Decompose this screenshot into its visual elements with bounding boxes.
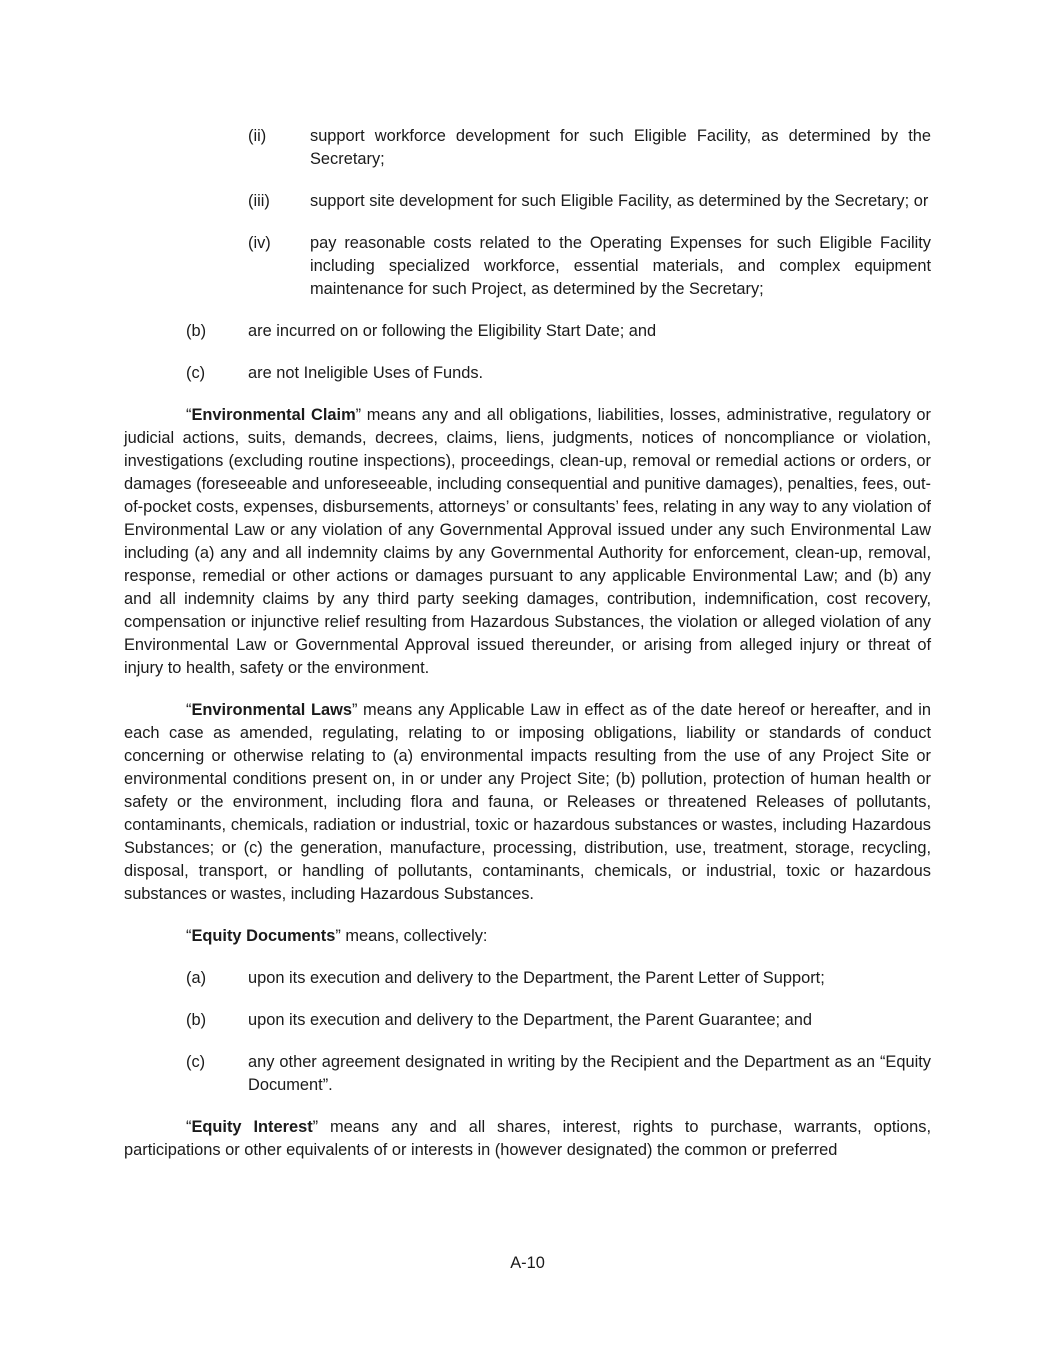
list-item-number: (ii) <box>248 127 267 145</box>
list-item-number: (iii) <box>248 192 270 210</box>
definition-environmental-laws <box>124 699 931 906</box>
defined-term: Environmental Laws <box>191 701 352 719</box>
defined-term: Equity Documents <box>191 927 336 945</box>
definition-body: ” means, collectively: <box>335 927 488 945</box>
definition-body: ” means any and all shares, interest, rights to purchase, warrants, options, participations or other equivalents of or interests in (however designated) the common or preferred <box>124 1118 931 1159</box>
list-item <box>124 190 931 213</box>
open-quote: “ <box>186 1118 192 1136</box>
list-item <box>124 362 931 385</box>
list-item-number: (a) <box>186 969 207 987</box>
list-item <box>124 232 931 301</box>
list-item-text: are incurred on or following the Eligibility Start Date; and <box>248 322 657 340</box>
document-page <box>124 125 931 1162</box>
list-item <box>124 1051 931 1097</box>
list-item-number: (iv) <box>248 234 271 252</box>
definition-body: ” means any Applicable Law in effect as of the date hereof or hereafter, and in each case as amended, regulating, relating to or imposing obligations, liability or standards of conduct concerning or otherwise relating to (a) environmental impacts resulting from the use of any Project Site or environmental conditions present on, in or under any Project Site; (b) pollution, protection of human health or safety or the environment, including flora and fauna, or Releases or threatened Releases of pollutants, contaminants, chemicals, radiation or industrial, toxic or hazardous substances or wastes, including Hazardous Substances; or (c) the generation, manufacture, processing, distribution, use, treatment, storage, recycling, disposal, transport, or handling of pollutants, contaminants, chemicals, or industrial, toxic or hazardous substances or wastes, including Hazardous Substances. <box>124 701 931 903</box>
defined-term: Equity Interest <box>191 1118 313 1136</box>
list-item <box>124 320 931 343</box>
definition-equity-documents <box>124 925 931 948</box>
page-number: A-10 <box>510 1254 545 1272</box>
open-quote: “ <box>186 701 192 719</box>
list-item-text: any other agreement designated in writing by the Recipient and the Department as an “Equity Document”. <box>248 1053 931 1094</box>
list-item <box>124 1009 931 1032</box>
list-item <box>124 125 931 171</box>
list-item-text: support workforce development for such Eligible Facility, as determined by the Secretary; <box>310 127 931 168</box>
list-item-number: (c) <box>186 1053 206 1071</box>
list-item-text: support site development for such Eligible Facility, as determined by the Secretary; or <box>310 192 929 210</box>
list-item-text: upon its execution and delivery to the Department, the Parent Guarantee; and <box>248 1011 813 1029</box>
list-item-number: (c) <box>186 364 206 382</box>
definition-environmental-claim <box>124 404 931 680</box>
open-quote: “ <box>186 927 192 945</box>
definition-body: ” means any and all obligations, liabilities, losses, administrative, regulatory or judicial actions, suits, demands, decrees, claims, liens, judgments, notices of noncompliance or violation, investigations (excluding routine inspections), proceedings, clean-up, removal or remedial actions or orders, or damages (foreseeable and unforeseeable, including consequential and punitive damages), penalties, fees, out-of-pocket costs, expenses, disbursements, attorneys’ or consultants’ fees, relating in any way to any violation of Environmental Law or any violation of any Governmental Approval issued under any such Environmental Law including (a) any and all indemnity claims by any Governmental Authority for enforcement, clean-up, removal, response, remedial or other actions or damages pursuant to any applicable Environmental Law; and (b) any and all indemnity claims by any third party seeking damages, contribution, indemnification, cost recovery, compensation or injunctive relief resulting from Hazardous Substances, the violation or alleged violation of any Environmental Law or Governmental Approval issued thereunder, or arising from alleged injury or threat of injury to health, safety or the environment. <box>124 406 931 677</box>
open-quote: “ <box>186 406 192 424</box>
definition-equity-interest <box>124 1116 931 1162</box>
list-item <box>124 967 931 990</box>
list-item-text: are not Ineligible Uses of Funds. <box>248 364 484 382</box>
list-item-number: (b) <box>186 1011 207 1029</box>
defined-term: Environmental Claim <box>191 406 356 424</box>
list-item-text: pay reasonable costs related to the Operating Expenses for such Eligible Facility including specialized workforce, essential materials, and complex equipment maintenance for such Project, as determined by the Secretary; <box>310 234 931 298</box>
list-item-text: upon its execution and delivery to the Department, the Parent Letter of Support; <box>248 969 825 987</box>
list-item-number: (b) <box>186 322 207 340</box>
